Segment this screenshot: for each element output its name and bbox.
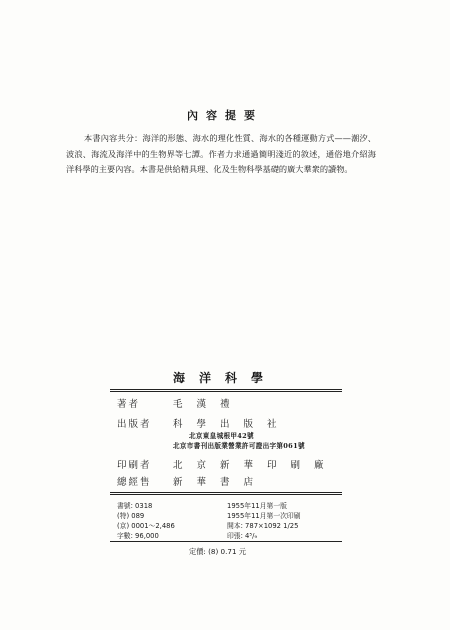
imprint-rule — [110, 492, 342, 495]
author-row — [117, 396, 244, 410]
distributor-label: 總經售 — [117, 477, 152, 488]
word-count: 字數: 96,000 — [117, 532, 159, 540]
publisher-license: 北京市書刊出版業營業許可證出字第061號 — [173, 442, 305, 450]
printer-name: 北京新華印刷廠 — [173, 460, 338, 471]
price: 定價: (8) 0.71 元 — [189, 547, 247, 556]
book-title: 海洋科學 — [172, 371, 277, 385]
distributor-row — [117, 474, 268, 488]
publisher-row — [117, 416, 291, 430]
printer-label: 印刷者 — [117, 460, 152, 471]
print-run: (京) 0001～2,486 — [117, 522, 175, 530]
publisher-label: 出版者 — [117, 419, 152, 430]
author-label: 著者 — [117, 399, 141, 410]
format: 開本: 787×1092 1/25 — [227, 522, 299, 530]
distributor-name: 新華書店 — [173, 477, 268, 488]
summary-title: 內容提要 — [187, 109, 263, 122]
edition-date: 1955年11月第一版 — [227, 502, 287, 510]
publisher-name: 科學出版社 — [173, 419, 291, 430]
publisher-address: 北京東皇城根甲42號 — [189, 432, 254, 440]
summary-text: 本書內容共分：海洋的形態、海水的理化性質、海水的各種運動方式——潮汐、波浪、海流及海洋中的生物界等七譚。作者力求通過簡明淺近的敘述，通俗地介紹海洋科學的主要內容。本書是供給精具理、化及生物科學基礎的廣大羣衆的讀物。 — [66, 133, 376, 174]
book-number: 書號: 0318 — [117, 502, 153, 510]
sheets: 印張: 4⁵/₉ — [227, 532, 258, 540]
author-name: 毛漢禮 — [173, 399, 244, 410]
price-rule — [110, 541, 342, 542]
printer-row — [117, 457, 338, 471]
title-rule — [110, 389, 342, 392]
printing-date: 1955年11月第一次印刷 — [227, 512, 301, 520]
special-code: (特) 089 — [117, 512, 145, 520]
